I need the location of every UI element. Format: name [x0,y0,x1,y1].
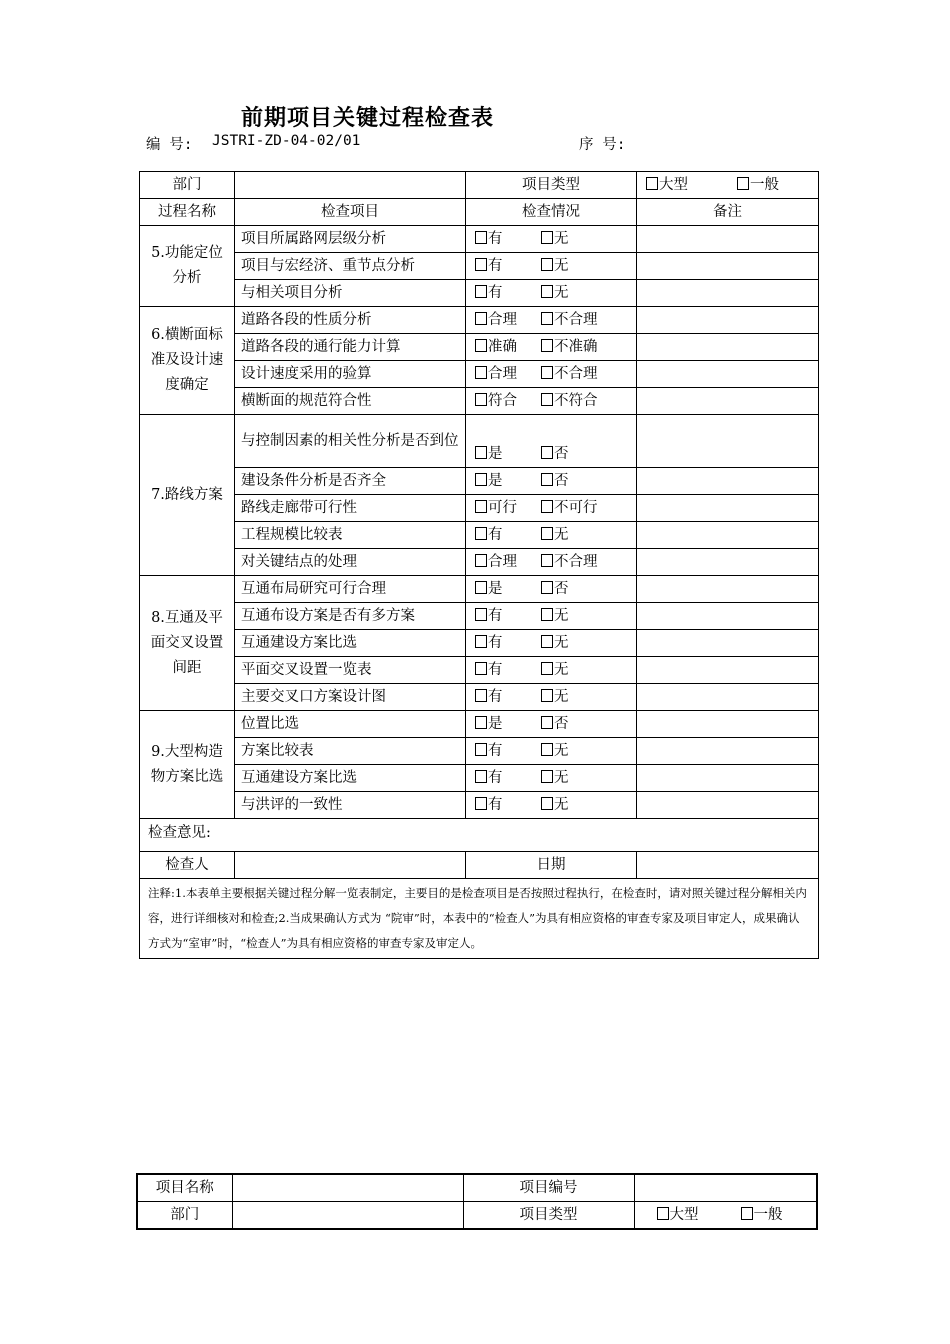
check-row [140,792,819,819]
option-positive[interactable]: 有 [475,792,541,818]
checkbox-icon[interactable] [541,635,553,648]
check-row [140,495,819,522]
option-negative[interactable]: 无 [541,258,569,274]
option-negative[interactable]: 无 [541,527,569,543]
remark-cell[interactable] [637,792,819,819]
summary-type-option-general[interactable]: 一般 [741,1207,783,1223]
option-negative[interactable]: 无 [541,743,569,759]
process-name: 5.功能定位分析 [140,226,235,307]
option-negative[interactable]: 无 [541,770,569,786]
checkbox-icon[interactable] [541,716,553,729]
project-code-label: 项目编号 [463,1174,634,1202]
remark-cell[interactable] [637,388,819,415]
check-row [140,657,819,684]
check-row [140,765,819,792]
project-name-label: 项目名称 [137,1174,232,1202]
check-status [466,765,637,792]
checkbox-icon[interactable] [541,446,553,459]
check-status [466,415,637,468]
checkbox-icon[interactable] [475,500,487,513]
option-positive[interactable]: 符合 [475,388,541,414]
checkbox-icon[interactable] [541,689,553,702]
checkbox-icon[interactable] [541,662,553,675]
check-row [140,280,819,307]
option-positive[interactable]: 是 [475,711,541,737]
checkbox-icon[interactable] [541,500,553,513]
note-text: 注释:1.本表单主要根据关键过程分解一览表制定，主要目的是检查项目是否按照过程执行，在检查时，请对照关键过程分解相关内容，进行详细核对和检查;2.当成果确认方式为 “院审”时，本表中的“检查人”为具有相应资格的审查专家及项目审定人，成果确认方式为“室审”时，“检查人”为具有相应资格的审查专家及审定人。 [140,879,819,959]
checkbox-icon[interactable] [475,393,487,406]
remark-cell[interactable] [637,711,819,738]
summary-type-option-large[interactable]: 大型 [657,1202,741,1228]
checkbox-icon[interactable] [475,797,487,810]
option-negative[interactable]: 无 [541,689,569,705]
checkbox-icon[interactable] [541,581,553,594]
option-negative[interactable]: 不合理 [541,366,598,382]
option-negative[interactable]: 无 [541,635,569,651]
check-table [139,171,819,959]
check-status [466,334,637,361]
check-row [140,630,819,657]
check-status [466,738,637,765]
option-positive[interactable]: 有 [475,738,541,764]
check-row [140,603,819,630]
dept-row [140,172,819,199]
checkbox-icon[interactable] [475,743,487,756]
type-option-large[interactable]: 大型 [646,172,737,198]
checkbox-icon[interactable] [737,177,749,190]
check-status [466,226,637,253]
project-type-label: 项目类型 [466,172,637,199]
check-item: 道路各段的通行能力计算 [235,334,466,361]
checkbox-icon[interactable] [475,527,487,540]
checkbox-icon[interactable] [541,393,553,406]
check-item: 横断面的规范符合性 [235,388,466,415]
check-row [140,522,819,549]
option-negative[interactable]: 无 [541,608,569,624]
check-row [140,468,819,495]
dept-value-cell[interactable] [235,172,466,199]
page-title: 前期项目关键过程检查表 [241,106,495,131]
check-row [140,388,819,415]
checkbox-icon[interactable] [475,689,487,702]
project-type-options [637,172,819,199]
option-negative[interactable]: 不合理 [541,312,598,328]
remark-cell[interactable] [637,307,819,334]
check-status [466,792,637,819]
date-value-cell[interactable] [637,852,819,879]
option-positive[interactable]: 有 [475,657,541,683]
check-item: 设计速度采用的验算 [235,361,466,388]
remark-cell[interactable] [637,603,819,630]
option-positive[interactable]: 合理 [475,549,541,575]
inspector-row [140,852,819,879]
check-item: 与洪评的一致性 [235,792,466,819]
summary-row-name [137,1174,817,1202]
checkbox-icon[interactable] [541,554,553,567]
summary-type-label: 项目类型 [463,1202,634,1230]
option-negative[interactable]: 否 [541,473,569,489]
remark-cell[interactable] [637,630,819,657]
check-status [466,657,637,684]
checkbox-icon[interactable] [475,446,487,459]
column-header-row [140,199,819,226]
check-row [140,226,819,253]
checkbox-icon[interactable] [541,608,553,621]
option-positive[interactable]: 有 [475,603,541,629]
checkbox-icon[interactable] [475,366,487,379]
check-item: 主要交叉口方案设计图 [235,684,466,711]
remark-cell[interactable] [637,549,819,576]
check-row [140,253,819,280]
checkbox-icon[interactable] [741,1207,753,1220]
check-item: 互通布设方案是否有多方案 [235,603,466,630]
check-row [140,549,819,576]
check-row [140,361,819,388]
checkbox-icon[interactable] [541,527,553,540]
option-positive[interactable]: 有 [475,226,541,252]
checkbox-icon[interactable] [475,231,487,244]
option-negative[interactable]: 无 [541,231,569,247]
checkbox-icon[interactable] [541,743,553,756]
dept-label: 部门 [140,172,235,199]
col-process-header: 过程名称 [140,199,235,226]
check-item: 道路各段的性质分析 [235,307,466,334]
checkbox-icon[interactable] [541,473,553,486]
option-positive[interactable]: 准确 [475,334,541,360]
checkbox-icon[interactable] [475,716,487,729]
checkbox-icon[interactable] [475,339,487,352]
opinion-label: 检查意见: [148,825,211,841]
check-status [466,630,637,657]
check-item: 互通建设方案比选 [235,630,466,657]
checkbox-icon[interactable] [541,312,553,325]
check-status [466,684,637,711]
check-status [466,468,637,495]
check-row [140,738,819,765]
checkbox-icon[interactable] [475,635,487,648]
check-item: 路线走廊带可行性 [235,495,466,522]
sequence-label: 序 号: [579,137,626,153]
check-status [466,307,637,334]
checkbox-icon[interactable] [541,797,553,810]
checkbox-icon[interactable] [475,608,487,621]
check-status [466,361,637,388]
checkbox-icon[interactable] [541,770,553,783]
checkbox-icon[interactable] [541,339,553,352]
remark-cell[interactable] [637,495,819,522]
summary-table [136,1173,818,1230]
process-name: 9.大型构造物方案比选 [140,711,235,819]
check-item: 建设条件分析是否齐全 [235,468,466,495]
check-row [140,415,819,468]
check-status [466,603,637,630]
remark-cell[interactable] [637,334,819,361]
check-item: 项目与宏经济、重节点分析 [235,253,466,280]
summary-row-dept [137,1202,817,1230]
checkbox-icon[interactable] [541,366,553,379]
check-item: 对关键结点的处理 [235,549,466,576]
option-positive[interactable]: 有 [475,253,541,279]
checkbox-icon[interactable] [475,285,487,298]
check-item: 项目所属路网层级分析 [235,226,466,253]
checkbox-icon[interactable] [541,285,553,298]
option-positive[interactable]: 有 [475,280,541,306]
check-item: 互通建设方案比选 [235,765,466,792]
option-negative[interactable]: 无 [541,285,569,301]
option-positive[interactable]: 有 [475,684,541,710]
checkbox-icon[interactable] [475,662,487,675]
check-item: 工程规模比较表 [235,522,466,549]
type-option-general[interactable]: 一般 [737,177,779,193]
option-positive[interactable]: 有 [475,522,541,548]
checkbox-icon[interactable] [475,554,487,567]
option-positive[interactable]: 是 [475,576,541,602]
option-positive[interactable]: 合理 [475,361,541,387]
note-row [140,879,819,959]
checkbox-icon[interactable] [475,258,487,271]
option-negative[interactable]: 不符合 [541,393,598,409]
option-positive[interactable]: 有 [475,765,541,791]
check-item: 平面交叉设置一览表 [235,657,466,684]
check-status [466,549,637,576]
project-code-value-cell[interactable] [634,1174,817,1202]
option-negative[interactable]: 否 [541,581,569,597]
col-status-header: 检查情况 [466,199,637,226]
remark-cell[interactable] [637,684,819,711]
summary-type-options [634,1202,817,1230]
option-positive[interactable]: 是 [475,441,541,467]
check-item: 与控制因素的相关性分析是否到位 [235,415,466,468]
process-name: 7.路线方案 [140,415,235,576]
check-status [466,495,637,522]
checkbox-icon[interactable] [475,581,487,594]
remark-cell[interactable] [637,415,819,468]
option-negative[interactable]: 否 [541,446,569,462]
process-name: 6.横断面标准及设计速度确定 [140,307,235,415]
remark-cell[interactable] [637,226,819,253]
col-remark-header: 备注 [637,199,819,226]
number-label: 编 号: [146,137,193,153]
option-negative[interactable]: 不准确 [541,339,598,355]
remark-cell[interactable] [637,280,819,307]
option-positive[interactable]: 可行 [475,495,541,521]
check-item: 与相关项目分析 [235,280,466,307]
remark-cell[interactable] [637,468,819,495]
checkbox-icon[interactable] [475,770,487,783]
check-item: 互通布局研究可行合理 [235,576,466,603]
check-status [466,280,637,307]
remark-cell[interactable] [637,361,819,388]
check-row [140,334,819,361]
remark-cell[interactable] [637,253,819,280]
option-negative[interactable]: 不合理 [541,554,598,570]
option-negative[interactable]: 否 [541,716,569,732]
opinion-row [140,819,819,852]
option-negative[interactable]: 无 [541,662,569,678]
checkbox-icon[interactable] [475,473,487,486]
opinion-cell[interactable] [140,819,819,852]
checkbox-icon[interactable] [541,258,553,271]
process-name: 8.互通及平面交叉设置间距 [140,576,235,711]
remark-cell[interactable] [637,738,819,765]
number-value: JSTRI-ZD-04-02/01 [212,133,361,149]
remark-cell[interactable] [637,657,819,684]
project-name-value-cell[interactable] [232,1174,463,1202]
remark-cell[interactable] [637,576,819,603]
check-status [466,576,637,603]
option-negative[interactable]: 无 [541,797,569,813]
check-row [140,711,819,738]
check-row [140,684,819,711]
checkbox-icon[interactable] [475,312,487,325]
col-item-header: 检查项目 [235,199,466,226]
checkbox-icon[interactable] [646,177,658,190]
option-positive[interactable]: 是 [475,468,541,494]
remark-cell[interactable] [637,765,819,792]
summary-dept-value-cell[interactable] [232,1202,463,1230]
check-item: 位置比选 [235,711,466,738]
check-row [140,576,819,603]
checkbox-icon[interactable] [657,1207,669,1220]
check-row [140,307,819,334]
check-status [466,711,637,738]
inspector-label: 检查人 [140,852,235,879]
check-status [466,522,637,549]
inspector-value-cell[interactable] [235,852,466,879]
option-negative[interactable]: 不可行 [541,500,598,516]
option-positive[interactable]: 有 [475,630,541,656]
remark-cell[interactable] [637,522,819,549]
check-item: 方案比较表 [235,738,466,765]
check-status [466,253,637,280]
option-positive[interactable]: 合理 [475,307,541,333]
summary-dept-label: 部门 [137,1202,232,1230]
check-status [466,388,637,415]
checkbox-icon[interactable] [541,231,553,244]
date-label: 日期 [466,852,637,879]
